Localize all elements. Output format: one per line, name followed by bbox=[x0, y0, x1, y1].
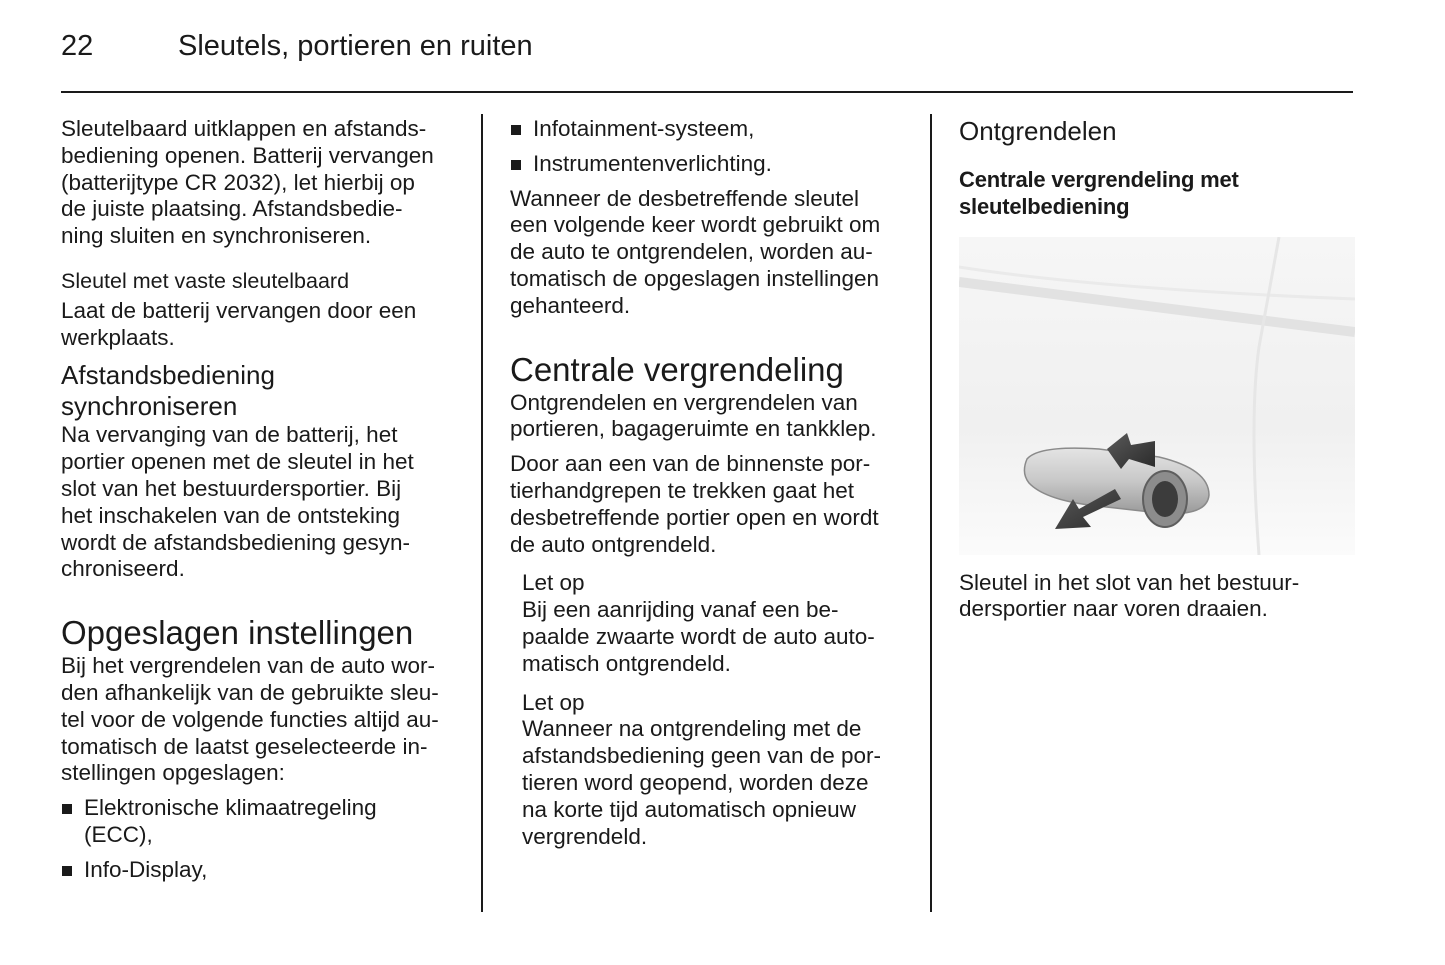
bullet-square-icon bbox=[62, 804, 72, 814]
central-locking-intro: Ontgrendelen en vergrendelen van portieren, bagageruimte en tankklep. bbox=[510, 389, 877, 442]
settings-list bbox=[61, 795, 461, 883]
battery-replace-paragraph: Sleutelbaard uitklappen en afstands- bediening openen. Batterij vervangen (batterijtype CR 2032), let hierbij op de juiste plaatsing. Afstandsbedie- ning sluiten en synchroniseren. bbox=[61, 116, 434, 249]
column-divider-1 bbox=[481, 114, 483, 912]
key-operation-subheading: Centrale vergrendeling met sleutelbediening bbox=[959, 167, 1239, 219]
note-title: Let op bbox=[522, 689, 585, 715]
central-locking-heading: Centrale vergrendeling bbox=[510, 350, 844, 388]
door-lock-illustration bbox=[959, 237, 1355, 555]
list-item: Instrumentenverlichting. bbox=[510, 151, 910, 178]
column-1 bbox=[61, 116, 461, 884]
settings-list-continued bbox=[510, 116, 910, 178]
page-number: 22 bbox=[61, 30, 94, 62]
door-handle-paragraph: Door aan een van de binnenste por- tierhandgrepen te trekken gaat het desbetreffende portier open en wordt de auto ontgrendeld. bbox=[510, 451, 879, 557]
fixed-key-paragraph: Laat de batterij vervangen door een werkplaats. bbox=[61, 297, 417, 350]
bullet-square-icon bbox=[511, 160, 521, 170]
chapter-title: Sleutels, portieren en ruiten bbox=[178, 30, 533, 62]
note-collision bbox=[522, 570, 910, 677]
column-3 bbox=[959, 116, 1353, 623]
list-item: Info-Display, bbox=[61, 857, 461, 884]
saved-settings-heading: Opgeslagen instellingen bbox=[61, 614, 414, 652]
sync-paragraph: Na vervanging van de batterij, het portier openen met de sleutel in het slot van het bestuurdersportier. Bij het inschakelen van de ontsteking wordt de afstandsbediening gesyn- chroniseerd. bbox=[61, 422, 414, 582]
list-item: Elektronische klimaatregeling (ECC), bbox=[61, 795, 461, 849]
list-item: Infotainment-systeem, bbox=[510, 116, 910, 143]
bullet-square-icon bbox=[62, 866, 72, 876]
column-2 bbox=[510, 116, 910, 850]
fixed-key-subheading: Sleutel met vaste sleutelbaard bbox=[61, 268, 350, 293]
note-body: Wanneer na ontgrendeling met de afstandsbediening geen van de por- tieren word geopend, worden deze na korte tijd automatisch opnieuw vergrendeld. bbox=[522, 716, 882, 849]
note-title: Let op bbox=[522, 570, 585, 596]
sync-heading: Afstandsbediening synchroniseren bbox=[61, 360, 275, 422]
bullet-square-icon bbox=[511, 125, 521, 135]
page-header bbox=[61, 30, 1353, 66]
note-relock bbox=[522, 690, 910, 851]
column-divider-2 bbox=[930, 114, 932, 912]
illustration-caption: Sleutel in het slot van het bestuur- dersportier naar voren draaien. bbox=[959, 569, 1300, 622]
header-rule bbox=[61, 91, 1353, 93]
saved-settings-paragraph: Bij het vergrendelen van de auto wor- den afhankelijk van de gebruikte sleu- tel voor de volgende functies altijd au- tomatisch de laatst geselecteerde in- stellingen opgeslagen: bbox=[61, 653, 439, 786]
unlock-heading: Ontgrendelen bbox=[959, 116, 1117, 146]
note-body: Bij een aanrijding vanaf een be- paalde zwaarte wordt de auto auto- matisch ontgrendeld. bbox=[522, 597, 875, 676]
keyhole-shape bbox=[1152, 481, 1178, 517]
key-recognition-paragraph: Wanneer de desbetreffende sleutel een volgende keer wordt gebruikt om de auto te ontgrendelen, worden au- tomatisch de opgeslagen instellingen gehanteerd. bbox=[510, 185, 881, 318]
